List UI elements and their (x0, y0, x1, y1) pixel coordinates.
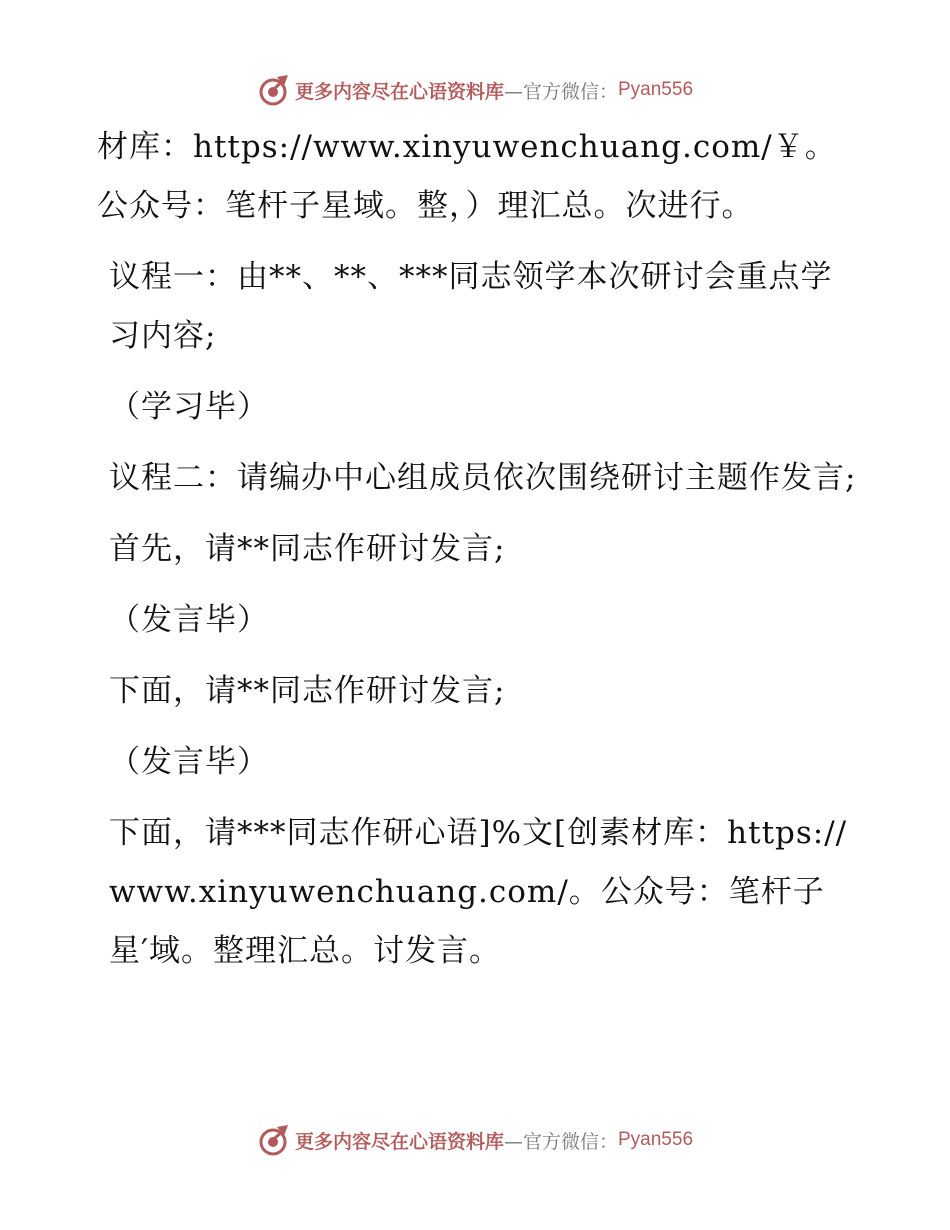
footer-watermark-banner (0, 1120, 950, 1160)
footer-watermark-handle: Pyan556 (618, 1129, 694, 1150)
paragraph-6: （发言毕） (109, 602, 269, 638)
paragraph-8: （发言毕） (109, 744, 269, 780)
document-body (97, 118, 857, 993)
header-watermark-handle: Pyan556 (618, 79, 694, 100)
footer-watermark-separator: —官方微信： (503, 1130, 618, 1153)
footer-watermark-content (257, 1123, 693, 1157)
paragraph-3: （学习毕） (109, 389, 269, 425)
pen-logo-icon (257, 73, 291, 107)
paragraph-5: 首先，请**同志作研讨发言; (109, 531, 506, 567)
paragraph-7: 下面，请**同志作研讨发言; (109, 673, 506, 709)
header-watermark-separator: —官方微信： (503, 80, 618, 103)
footer-watermark-text: 更多内容尽在心语资料库 (294, 1130, 504, 1153)
paragraph-2: 议程一：由**、**、***同志领学本次研讨会重点学习内容; (109, 259, 833, 354)
header-watermark-banner (0, 70, 950, 110)
pen-logo-icon (257, 1123, 291, 1157)
header-watermark-content (257, 73, 693, 107)
header-watermark-text: 更多内容尽在心语资料库 (294, 80, 504, 103)
paragraph-4: 议程二：请编办中心组成员依次围绕研讨主题作发言; (109, 460, 857, 496)
paragraph-9: 下面，请***同志作研心语]%文[创素材库：https://www.xinyuwenchuang.com/。公众号：笔杆子星′域。整理汇总。讨发言。 (109, 815, 848, 969)
paragraph-1: 材库：https://www.xinyuwenchuang.com/￥。公众号：笔杆子星域。整，）理汇总。次进行。 (97, 129, 837, 224)
